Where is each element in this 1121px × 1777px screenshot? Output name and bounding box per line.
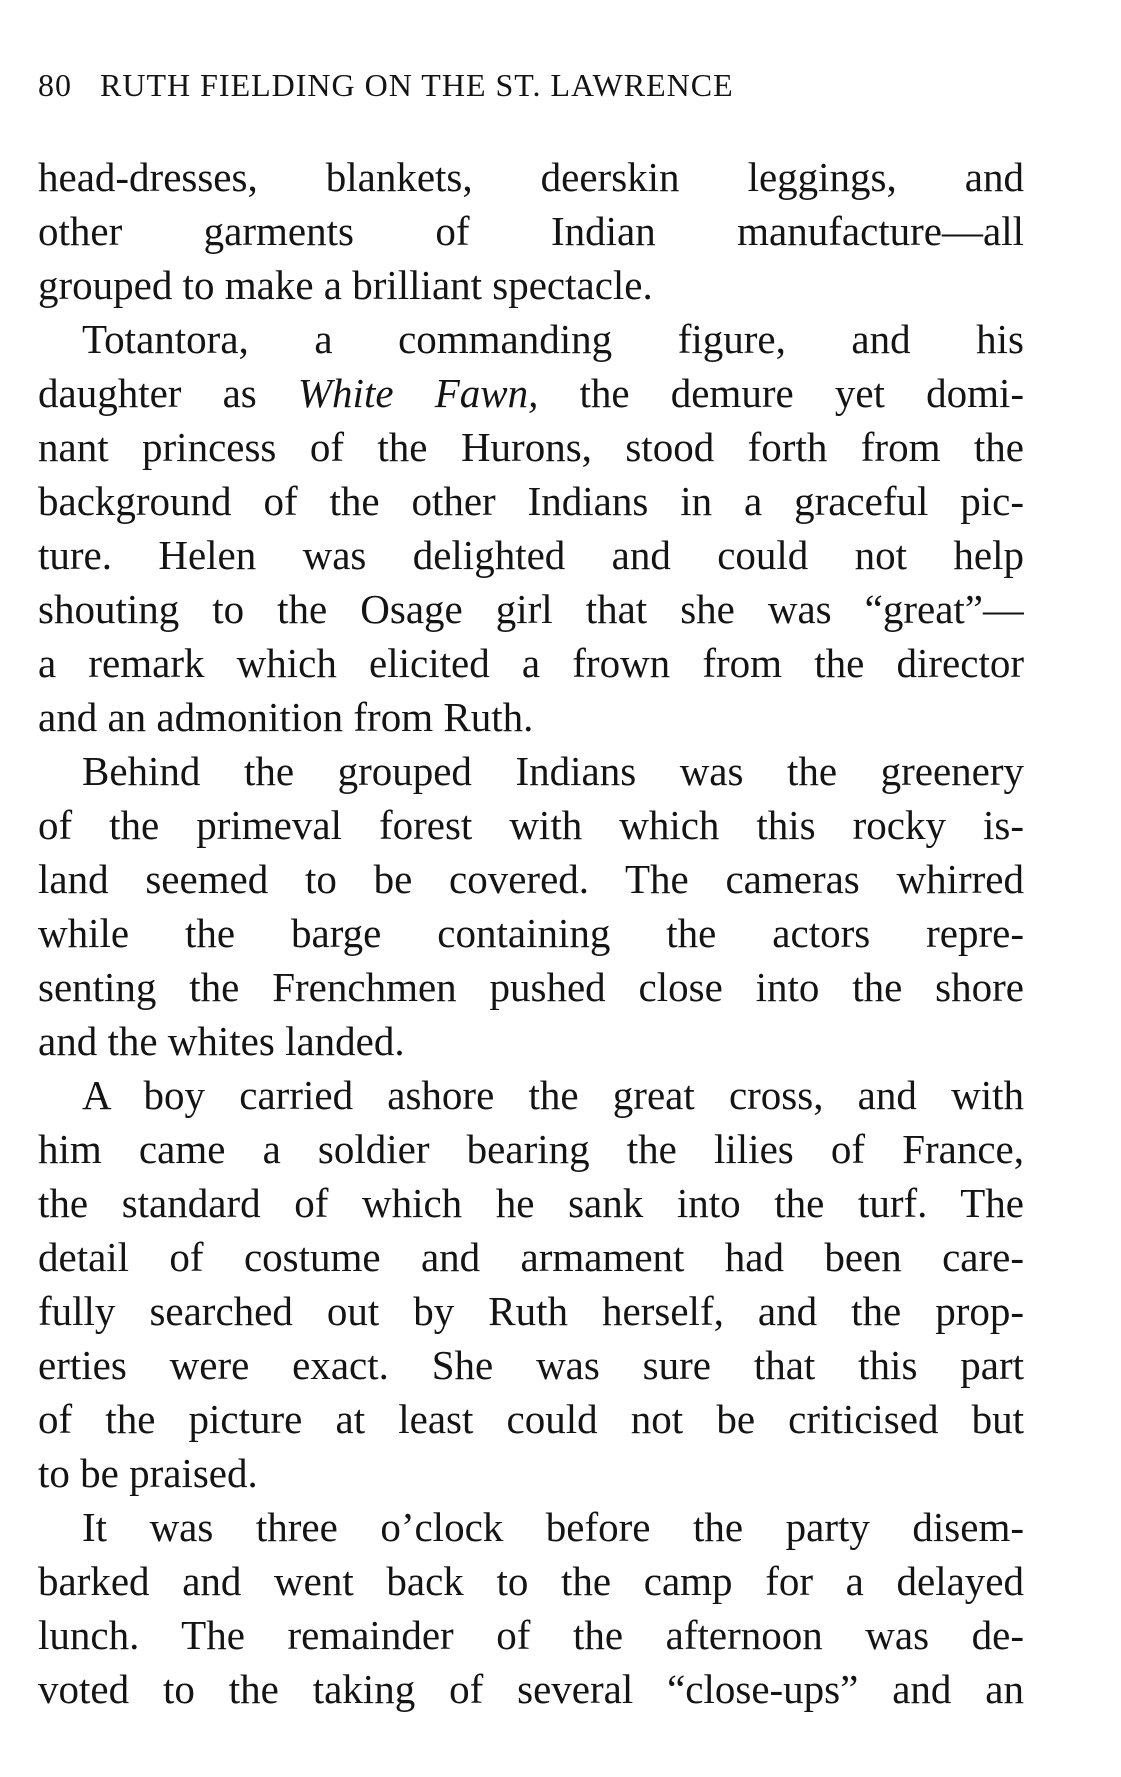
text-run: daughter as <box>38 370 298 416</box>
text-line: background of the other Indians in a graceful pic- <box>38 478 1024 524</box>
text-line: It was three o’clock before the party disem- <box>82 1504 1024 1550</box>
text-line: a remark which elicited a frown from the director <box>38 640 1024 686</box>
text-line: of the primeval forest with which this rocky is- <box>38 802 1024 848</box>
body-text <box>38 150 1024 1716</box>
text-line: and an admonition from Ruth. <box>38 694 534 740</box>
text-line: senting the Frenchmen pushed close into the shore <box>38 964 1024 1010</box>
text-line: to be praised. <box>38 1450 258 1496</box>
paragraph <box>38 1068 1024 1500</box>
text-line: him came a soldier bearing the lilies of France, <box>38 1126 1024 1172</box>
paragraph <box>38 150 1024 312</box>
text-line: lunch. The remainder of the afternoon was de- <box>38 1612 1024 1658</box>
text-run: the demure yet domi- <box>538 370 1024 416</box>
text-line: and the whites landed. <box>38 1018 405 1064</box>
running-title: RUTH FIELDING ON THE ST. LAWRENCE <box>100 67 734 103</box>
book-page <box>38 58 1024 1738</box>
text-line: of the picture at least could not be criticised but <box>38 1396 1024 1442</box>
text-line: detail of costume and armament had been care- <box>38 1234 1024 1280</box>
text-line: barked and went back to the camp for a delayed <box>38 1558 1024 1604</box>
paragraph <box>38 312 1024 744</box>
text-line: Totantora, a commanding figure, and his <box>82 316 1024 362</box>
text-line: nant princess of the Hurons, stood forth from the <box>38 424 1024 470</box>
text-line: while the barge containing the actors repre- <box>38 910 1024 956</box>
text-line: A boy carried ashore the great cross, and with <box>82 1072 1024 1118</box>
text-line: erties were exact. She was sure that this part <box>38 1342 1024 1388</box>
italic-text: White Fawn, <box>297 370 539 416</box>
running-header <box>38 58 1024 112</box>
text-line: ture. Helen was delighted and could not help <box>38 532 1024 578</box>
text-line <box>38 366 1024 420</box>
text-line: grouped to make a brilliant spectacle. <box>38 262 653 308</box>
text-line: shouting to the Osage girl that she was “great”— <box>38 586 1024 632</box>
text-line: land seemed to be covered. The cameras whirred <box>38 856 1024 902</box>
text-line: Behind the grouped Indians was the greenery <box>82 748 1024 794</box>
text-line: fully searched out by Ruth herself, and the prop- <box>38 1288 1024 1334</box>
text-line: other garments of Indian manufacture—all <box>38 208 1024 254</box>
text-line: the standard of which he sank into the turf. The <box>38 1180 1024 1226</box>
paragraph <box>38 1500 1024 1716</box>
text-line: head-dresses, blankets, deerskin leggings, and <box>38 154 1024 200</box>
paragraph <box>38 744 1024 1068</box>
page-number: 80 <box>38 67 72 103</box>
text-line: voted to the taking of several “close-ups” and an <box>38 1666 1024 1712</box>
